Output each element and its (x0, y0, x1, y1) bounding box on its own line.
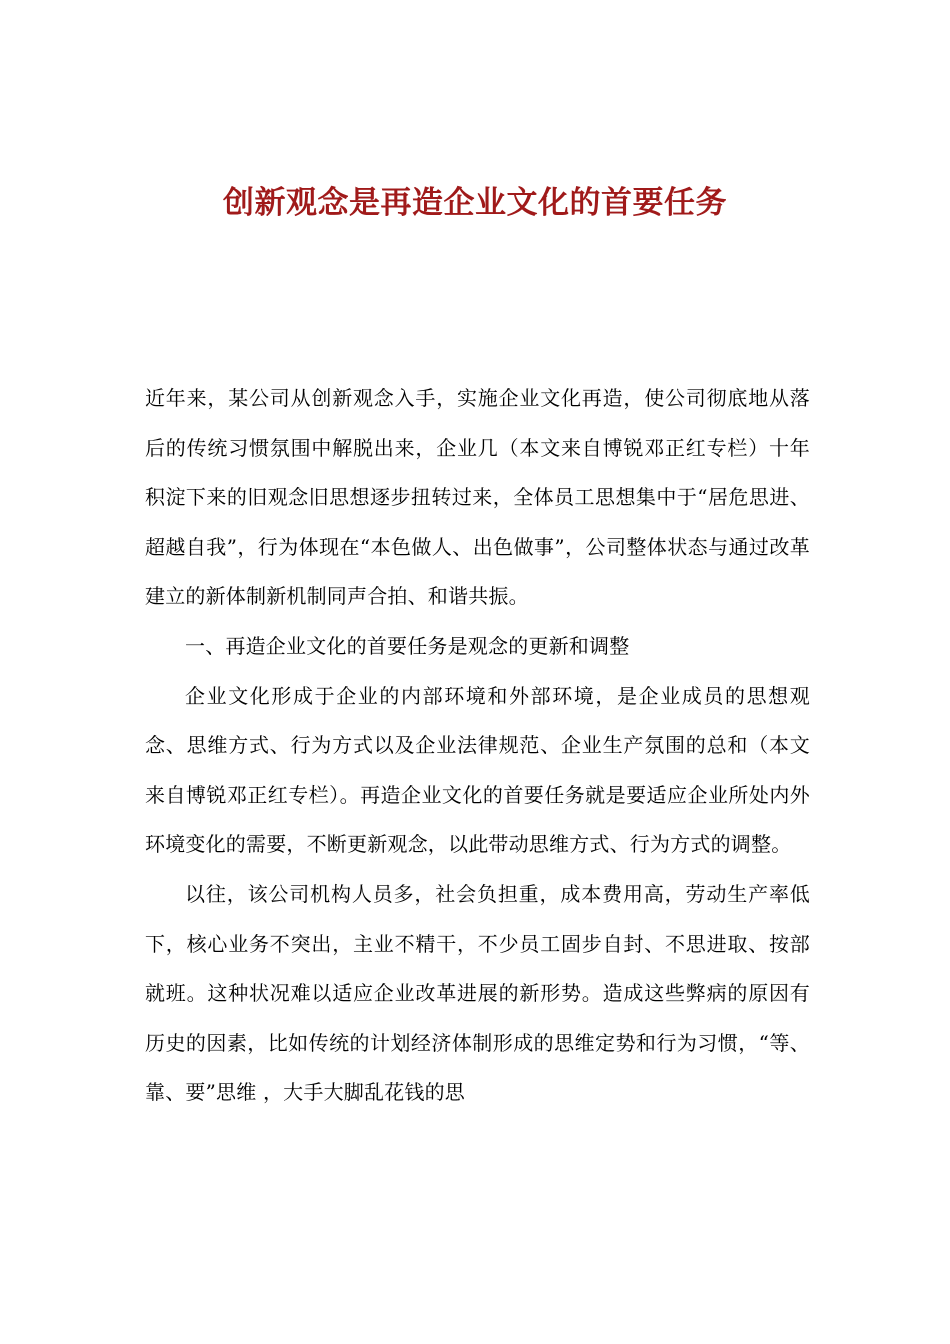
paragraph-culture-definition: 企业文化形成于企业的内部环境和外部环境，是企业成员的思想观念、思维方式、行为方式以及企业法律规范、企业生产氛围的总和（本文来自博锐邓正红专栏）。再造企业文化的首要任务就是要适应企业所处内外环境变化的需要，不断更新观念，以此带动思维方式、行为方式的调整。 (145, 683, 810, 857)
paragraph-intro: 近年来，某公司从创新观念入手，实施企业文化再造，使公司彻底地从落后的传统习惯氛围中解脱出来，企业几（本文来自博锐邓正红专栏）十年积淀下来的旧观念旧思想逐步扭转过来，全体员工思想集中于“居危思进、超越自我”，行为体现在“本色做人、出色做事”，公司整体状态与通过改革建立的新体制新机制同声合拍、和谐共振。 (145, 386, 810, 609)
document-body (145, 374, 810, 1118)
paragraph-past-problems: 以往，该公司机构人员多，社会负担重，成本费用高，劳动生产率低下，核心业务不突出，主业不精干，不少员工固步自封、不思进取、按部就班。这种状况难以适应企业改革进展的新形势。造成这些弊病的原因有历史的因素，比如传统的计划经济体制形成的思维定势和行为习惯，“等、靠、要”思维 ，大手大脚乱花钱的思 (145, 881, 810, 1105)
section-heading: 一、再造企业文化的首要任务是观念的更新和调整 (185, 633, 630, 658)
document-title: 创新观念是再造企业文化的首要任务 (223, 185, 727, 221)
